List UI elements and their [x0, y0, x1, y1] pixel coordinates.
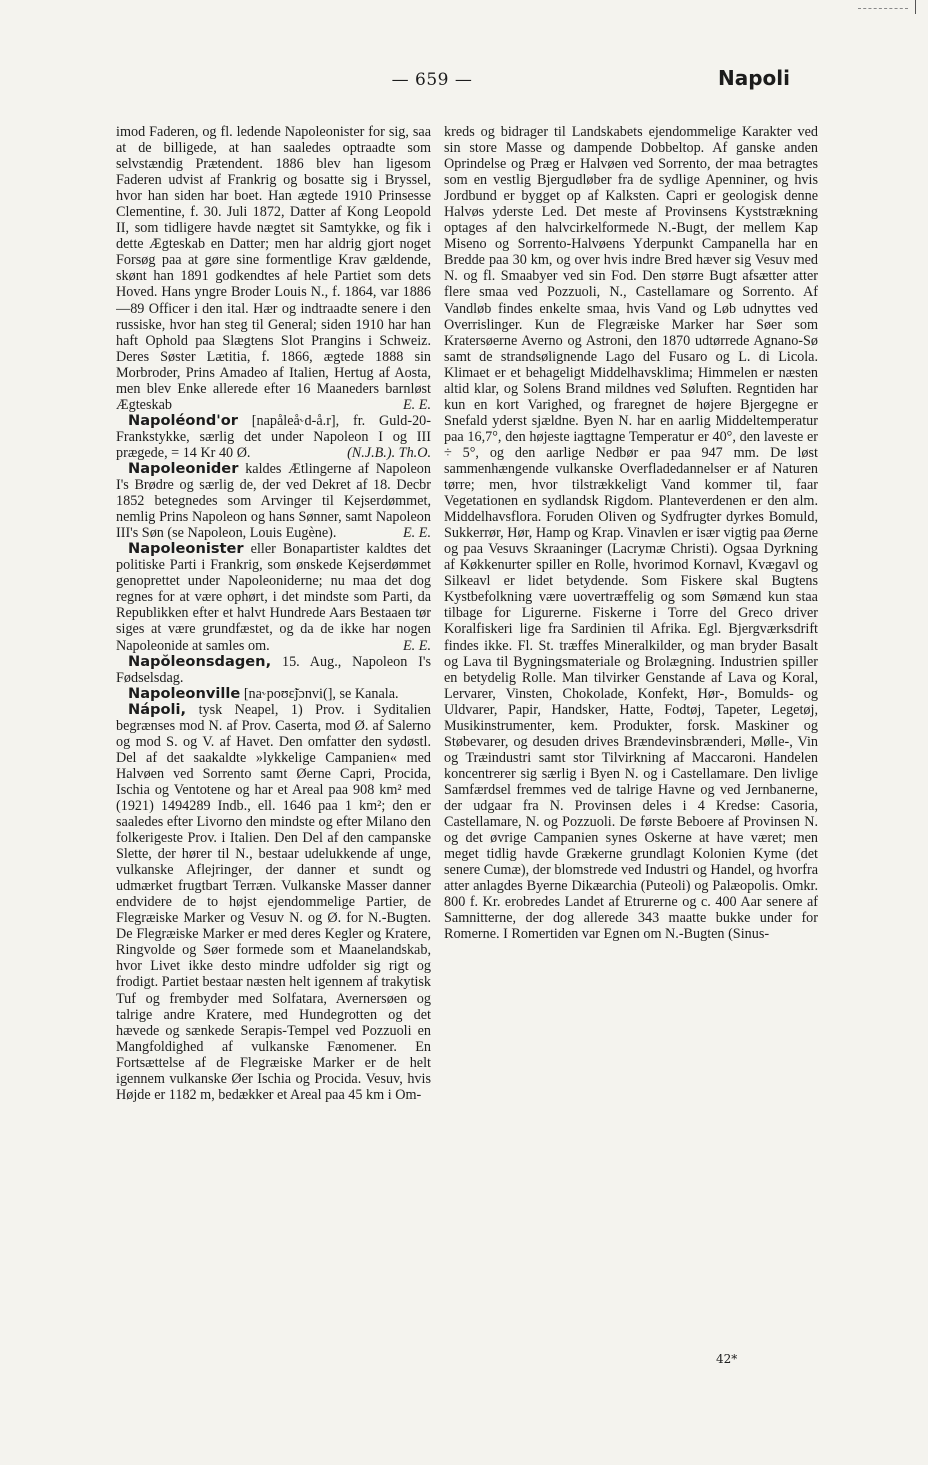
right-column — [444, 124, 818, 1344]
entry-headword: Napŏleonsdagen, — [128, 652, 272, 670]
corner-crop-mark — [895, 0, 916, 14]
dictionary-entry — [116, 461, 431, 541]
left-column — [116, 124, 431, 1344]
entry-headword: Napoleonister — [128, 540, 244, 558]
entry-text: eller Bonapartister kaldtes det politiske Parti i Frankrig, som ønskede Kejserdømmet genoprettet under Napoleoniderne; nu maa det dog regnes for at være ophørt, i det mindste som Parti, da Republikken efter et halvt Hundrede Aars Bestaaen tør siges at være grundfæstet, og da de ikke har nogen Napoleonide at samles om. — [116, 541, 431, 654]
entry-headword: Napoleonider — [128, 459, 239, 477]
dictionary-entry — [116, 654, 431, 686]
entry-text: imod Faderen, og fl. ledende Napoleonister for sig, saa at de billigede, at han saaledes optraadte som selvstændig Prætendent. 1886 blev han ligesom Faderen udvist af Frankrig og bosatte sig i Bryssel, hvor han siden har boet. Han ægtede 1910 Prinsesse Clementine, f. 30. Juli 1872, Datter af Kong Leopold II, som tidligere havde nægtet sit Samtykke, og fik i dette Ægteskab en Datter; men har aldrig gjort noget Forsøg paa at gøre sine formentlige Krav gældende, skønt han 1891 godkendtes af hele Partiet som dets Hoved. Hans yngre Broder Louis N., f. 1864, var 1886—89 Officer i den ital. Hær og indtraadte senere i den russiske, hvor han steg til General; siden 1910 har han haft Ophold paa Slægtens Slot Prangins i Schweiz. Deres Søster Lætitia, f. 1866, ægtede 1888 sin Morbroder, Prins Amadeo af Italien, Hertug af Aosta, men blev Enke allerede efter 16 Maaneders barnløst Ægteskab — [116, 124, 431, 413]
running-head: Napoli — [717, 66, 790, 90]
author-signature: (N.J.B.). Th.O. — [347, 444, 431, 461]
dictionary-entry — [116, 124, 431, 413]
printer-signature: 42* — [716, 1352, 738, 1366]
entry-headword: Napoleonville — [128, 684, 241, 702]
author-signature: E. E. — [403, 637, 431, 654]
dictionary-entry — [116, 702, 431, 1103]
dictionary-entry — [116, 541, 431, 653]
entry-headword: Nápoli, — [128, 700, 187, 718]
author-signature: E. E. — [403, 396, 431, 413]
entry-headword: Napoléond'or — [128, 411, 238, 429]
entry-text: kaldes Ætlingerne af Napoleon I's Brødre og særlig de, der ved Dekret af 18. Decbr 1852 betegnedes som Arvinger til Kejserdømmet, nemlig Prins Napoleon og hans Sønner, samt Napoleon III's Søn (se Napoleon, Louis Eugène). — [116, 460, 431, 542]
page-number: — 659 — — [391, 70, 473, 90]
dictionary-entry — [116, 686, 431, 702]
entry-text: [napåleå˞d-å.r], fr. Guld-20-Frankstykke, særlig det under Napoleon I og III prægede, = 14 Kr 40 Ø. — [116, 412, 431, 461]
entry-text: kreds og bidrager til Landskabets ejendommelige Karakter ved sin store Masse og dampende Dobbeltop. Af ganske anden Oprindelse og Præg er Halvøen ved Sorrento, der maa betragtes som en vestlig Bjergudløber fra de sydlige Apenniner, og hvis Jordbund er bygget op af Kalksten. Capri er geologisk denne Halvøs yderste Led. Det meste af Provinsens Kyststrækning optages af den halvcirkelformede N.-Bugt, der mellem Kap Miseno og Sorrento-Halvøens Yderpunkt Campanella har en Bredde paa 30 km, og over hvis indre Bred hæver sig Vesuv med N. og fl. Smaabyer ved sin Fod. Den større Bugt afsætter atter flere smaa ved Pozzuoli, N., Castellamare og Sorrento. Af Vandløb findes enkelte smaa, hvis Vand og Løb udnyttes ved Overrislinger. Kun de Flegræiske Marker har Søer som Kratersøerne Averno og Astroni, den 1870 udtørrede Agnano-Sø samt de strandsølignende Lago del Fusaro og L. di Licola. Klimaet er et behageligt Middelhavsklima; Himmelen er næsten altid klar, og Solens Brand mildnes ved Søluften. Regntiden har kun en kort Varighed, og fraregnet de højere Bjergegne er Snefald yderst sjældne. Byen N. har en aarlig Middeltemperatur paa 16,7°, den højeste iagttagne Temperatur er 40°, den laveste er ÷ 5°, og den aarlige Nedbør er paa 947 mm. De løst sammenhængende vulkanske Overfladedannelser er af Naturen tørre; men, hvor tilstrækkeligt Vand kommer til, faar Vegetationen en sydlandsk Rigdom. Planteverdenen er den alm. Middelhavsflora. Foruden Oliven og Sydfrugter dyrkes Bomuld, Sukkerrør, Hør, Hamp og Krap. Vinavlen er især vigtig paa Øerne og paa Vesuvs Skraaninger (Lacrymæ Christi). Ogsaa Dyrkning af Køkkenurter spiller en Rolle, hvorimod Kornavl, Kvægavl og Silkeavl er lidet betydende. Som Fiskere skal Bugtens Kystbefolkning være uovertræffelig og som Sømænd kun staa tilbage for Ligurerne. Fiskerne i Torre del Greco driver Koralfiskeri lige fra Sardinien til Afrika. Egl. Bjergværksdrift findes ikke. Fl. St. træffes Mineralkilder, og man bryder Basalt og Lava til Bygningsmateriale og Brolægning. Industrien spiller en betydelig Rolle. Man tilvirker Genstande af Lava og Koral, Lervarer, Vinsten, Chokolade, Konfekt, Hør-, Bomulds- og Uldvarer, Papir, Handsker, Hatte, Fodtøj, Tapeter, Legetøj, Musikinstrumenter, kem. Produkter, forsk. Maskiner og Støbevarer, og desuden drives Brændevinsbrænderi, Mølle-, Vin og Træindustri samt stor Tilvirkning af Maccaroni. Handelen koncentrerer sig særlig i Byen N. og i Castellamare. Den livlige Samfærdsel fremmes ved de talrige Havne og ved Jernbanerne, der udgaar fra N. Provinsen deles i 4 Kredse: Casoria, Castellamare, N. og Pozzuoli. De første Beboere af Provinsen N. og det øvrige Campanien synes Oskerne at have været; men meget tidlig havde Grækerne grundlagt Kolonien Kyme (det senere Cumæ), der blomstrede ved Industri og Handel, og hvorfra atter anlagdes Byerne Dikæarchia (Puteoli) og Palæopolis. Omkr. 800 f. Kr. erobredes Landet af Etrurerne og c. 400 Aar senere af Samnitterne, der dog allerede 343 maatte bukke under for Romerne. I Romertiden var Egnen om N.-Bugten (Sinus- — [444, 124, 818, 943]
dictionary-entry — [116, 413, 431, 461]
entry-text: 15. Aug., Napoleon I's Fødselsdag. — [116, 653, 431, 686]
entry-text: tysk Neapel, 1) Prov. i Syditalien begrænses mod N. af Prov. Caserta, mod Ø. af Salerno og mod S. og V. af Havet. Den omfatter den sydøstl. Del af det saakaldte »lykkelige Campanien« med Halvøen ved Sorrento samt Øerne Capri, Procida, Ischia og Ventotene og har et Areal paa 908 km² med (1921) 1494289 Indb., ell. 1646 paa 1 km²; den er saaledes efter Livorno den mindste og efter Milano den folkerigeste Prov. i Italien. Den Del af den campanske Slette, der hører til N., bestaar udelukkende af unge, vulkanske Aflejringer, der danner et sundt og udmærket frugtbart Terræn. Vulkanske Masser danner endvidere de to højst ejendommelige Partier, de Flegræiske Marker og Vesuv N. og Ø. for N.-Bugten. De Flegræiske Marker er med deres Kegler og Kratere, Ringvolde og Søer formede som et Maanelandskab, hvor Livet ikke desto mindre udfolder sig rigt og frodigt. Partiet bestaar næsten helt igennem af trakytisk Tuf og frembyder med Solfatara, Avernersøen og talrige andre Kratere, med Hundegrotten og det hævede og sænkede Serapis-Tempel ved Pozzuoli en Mangfoldighed af vulkanske Fænomener. En Fortsættelse af de Flegræiske Marker er de helt igennem vulkanske Øer Ischia og Procida. Vesuv, hvis Højde er 1182 m, bedækker et Areal paa 45 km i Om- — [116, 701, 431, 1103]
entry-text: [na˞poʊɛ̃jɔnvi(], se Kanala. — [240, 685, 399, 702]
dictionary-entry — [444, 124, 818, 942]
author-signature: E. E. — [403, 525, 431, 542]
corner-dash-mark — [858, 8, 908, 9]
